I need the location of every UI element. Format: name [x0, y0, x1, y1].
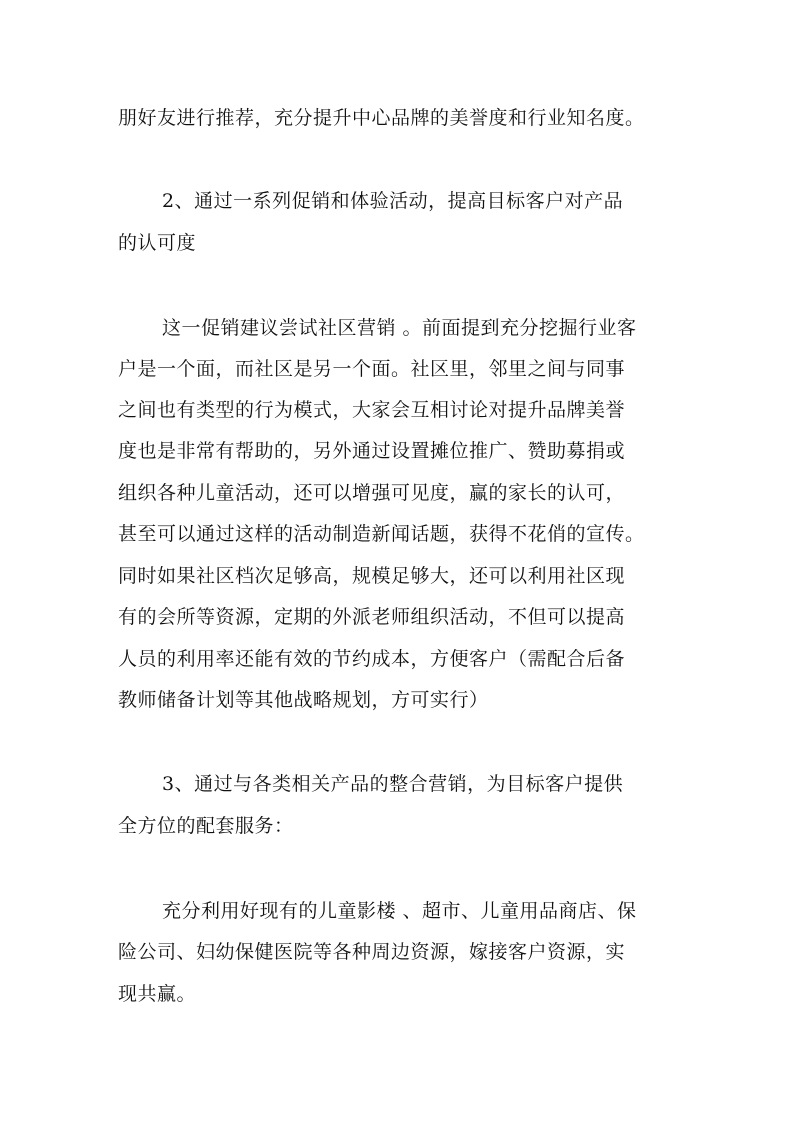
paragraph-line: 户是一个面，而社区是另一个面。社区里，邻里之间与同事: [118, 358, 626, 380]
paragraph-line: 教师储备计划等其他战略规划，方可实行）: [118, 689, 489, 711]
paragraph-line: 同时如果社区档次足够高，规模足够大，还可以利用社区现: [118, 565, 626, 587]
paragraph-line: 现共赢。: [118, 983, 197, 1005]
paragraph-line: 之间也有类型的行为模式，大家会互相讨论对提升品牌美誉: [118, 399, 626, 421]
paragraph-line: 险公司、妇幼保健医院等各种周边资源，嫁接客户资源，实: [118, 941, 626, 963]
section-heading-3: 3、通过与各类相关产品的整合营销，为目标客户提供: [162, 773, 624, 795]
paragraph-line: 有的会所等资源，定期的外派老师组织活动，不但可以提高: [118, 606, 626, 628]
paragraph-line: 这一促销建议尝试社区营销 。前面提到充分挖掘行业客: [162, 317, 637, 339]
section-heading-2: 2、通过一系列促销和体验活动，提高目标客户对产品: [162, 190, 624, 212]
paragraph-line: 人员的利用率还能有效的节约成本，方便客户（需配合后备: [118, 648, 626, 670]
section-heading-3-cont: 全方位的配套服务：: [118, 815, 294, 837]
paragraph-line: 度也是非常有帮助的，另外通过设置摊位推广、赞助募捐或: [118, 440, 626, 462]
section-heading-2-cont: 的认可度: [118, 232, 197, 254]
text-line: 朋好友进行推荐，充分提升中心品牌的美誉度和行业知名度。: [118, 107, 645, 129]
paragraph-line: 甚至可以通过这样的活动制造新闻话题，获得不花俏的宣传。: [118, 523, 645, 545]
paragraph-line: 充分利用好现有的儿童影楼 、超市、儿童用品商店、保: [162, 900, 637, 922]
paragraph-line: 组织各种儿童活动，还可以增强可见度，赢的家长的认可，: [118, 482, 626, 504]
